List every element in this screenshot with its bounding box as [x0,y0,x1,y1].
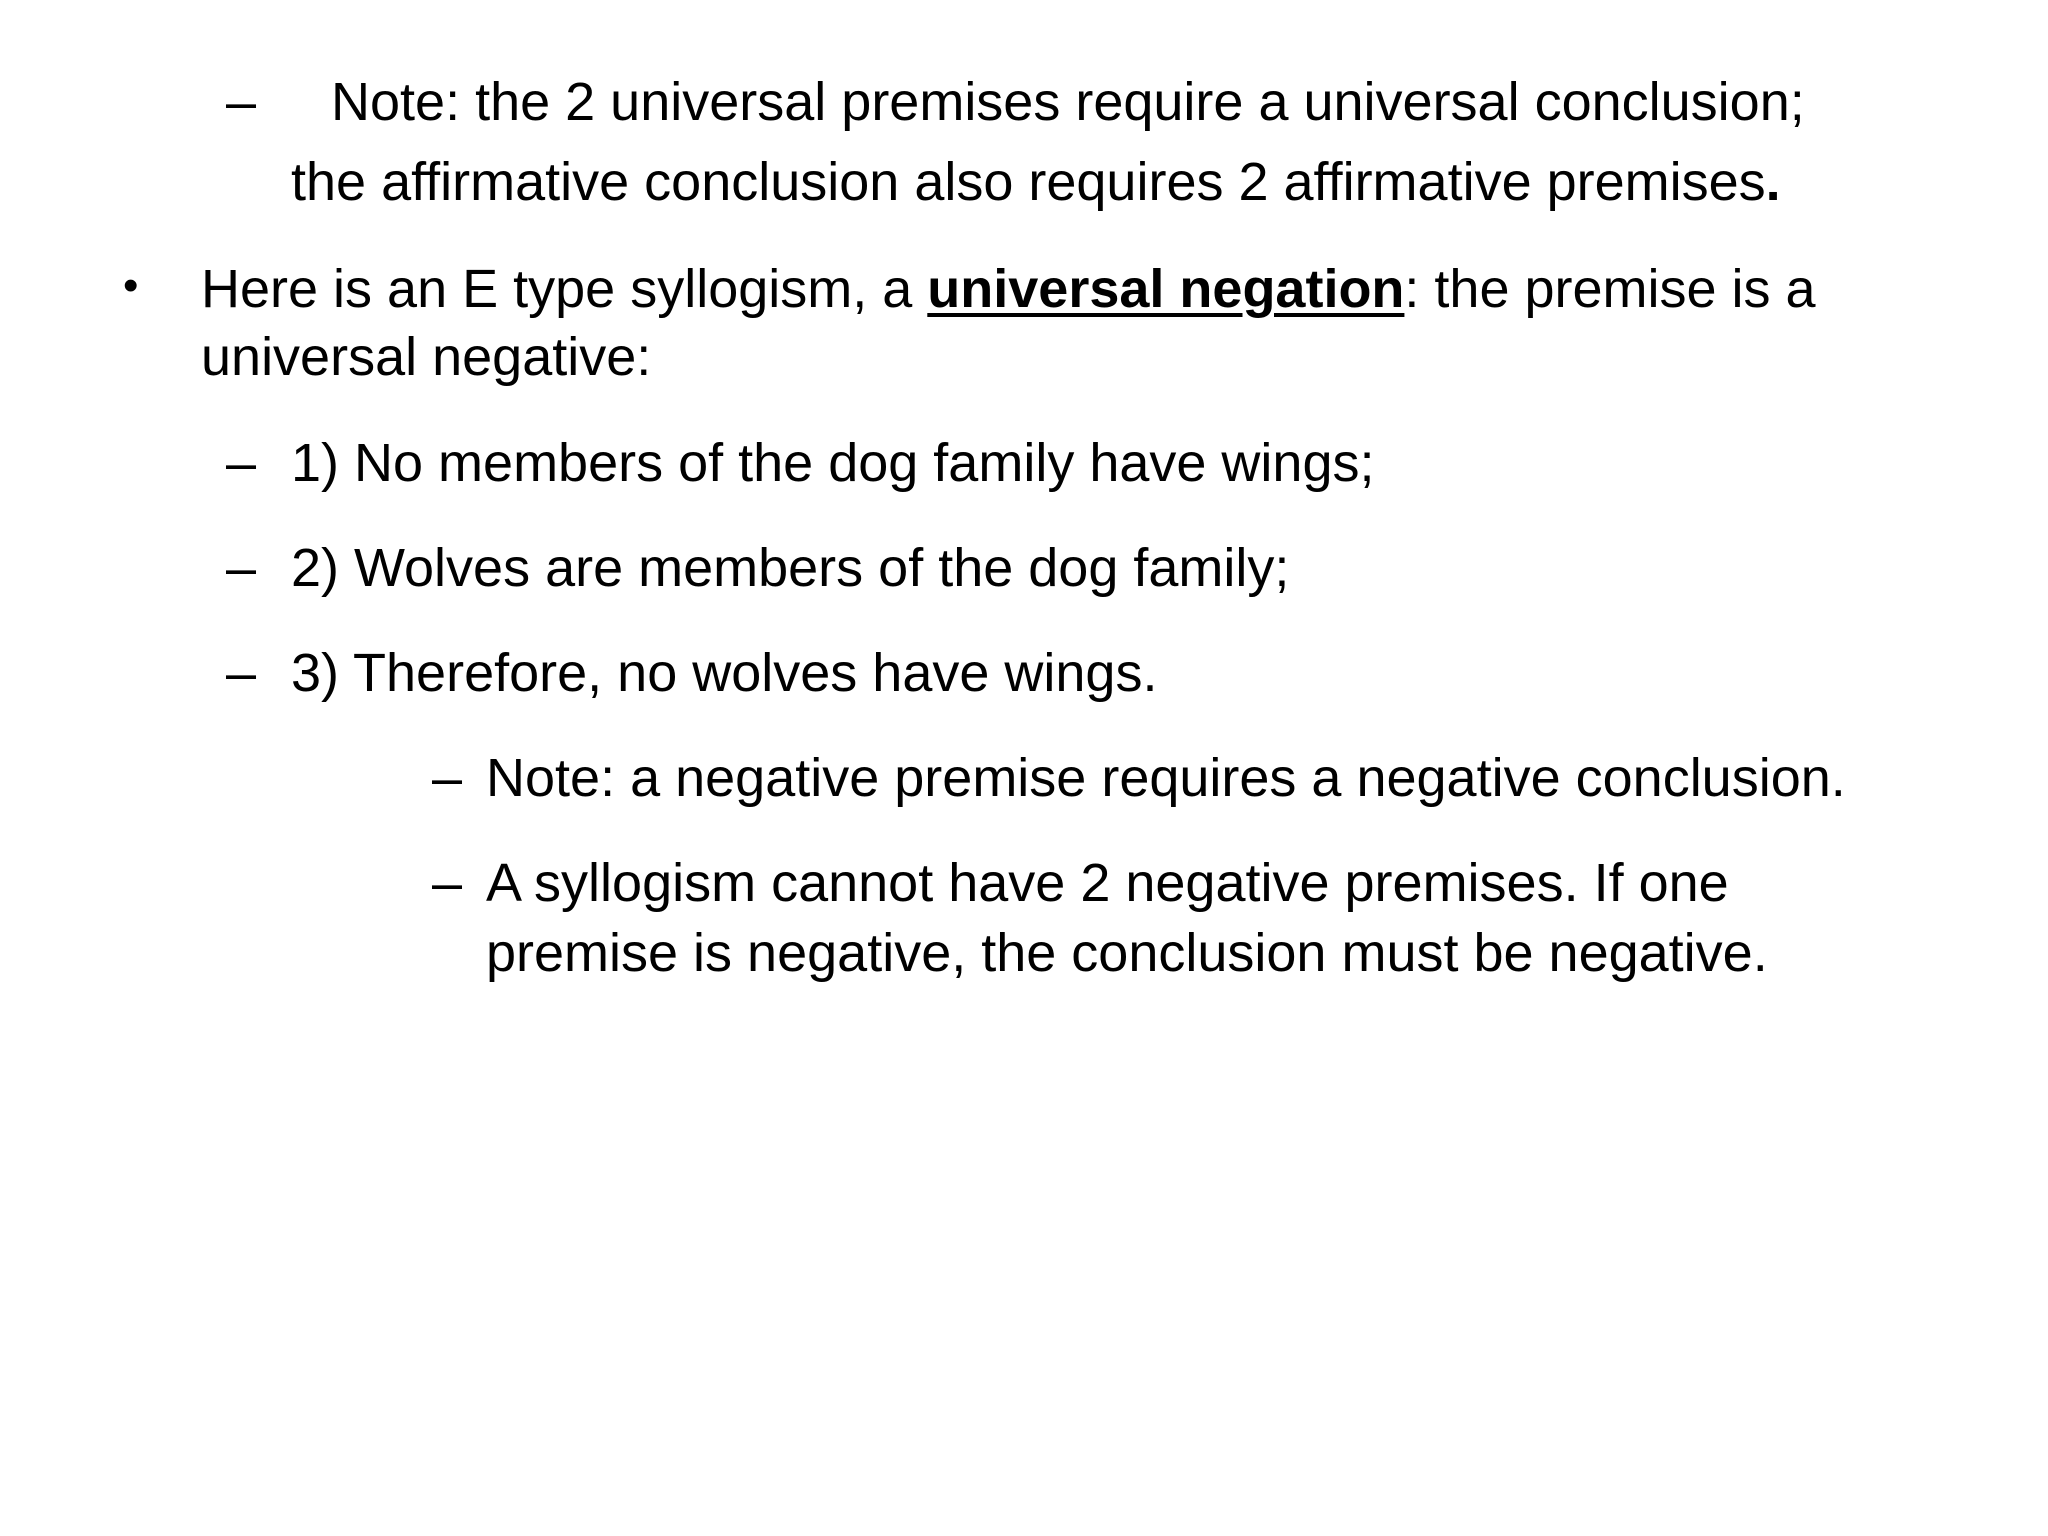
premise-3: 3) Therefore, no wolves have wings. [291,643,1158,703]
e-type-emphasis: universal negation [927,259,1405,319]
note-universal-line1: Note: the 2 universal premises require a universal conclusion; [331,72,1805,132]
note-universal-line2 [291,152,1781,212]
e-type-line1 [201,259,1816,319]
premise-1: 1) No members of the dog family have wings; [291,433,1375,493]
note-universal-line2-end: . [1765,152,1781,212]
e-type-after: : the premise is a [1404,259,1816,319]
dash-marker: – [432,853,463,913]
dash-marker: – [226,433,257,493]
dash-marker: – [432,748,463,808]
note-negative-premise: Note: a negative premise requires a negative conclusion. [486,748,1846,808]
premise-2: 2) Wolves are members of the dog family; [291,538,1290,598]
e-type-before: Here is an E type syllogism, a [201,259,928,319]
dash-marker: – [226,538,257,598]
note-two-negatives-line1: A syllogism cannot have 2 negative premises. If one [486,853,1729,913]
dash-marker: – [226,72,257,132]
note-two-negatives-line2: premise is negative, the conclusion must be negative. [486,923,1768,983]
bullet-marker: • [123,261,139,310]
note-universal-line2-text: the affirmative conclusion also requires 2 affirmative premises [291,152,1766,212]
dash-marker: – [226,643,257,703]
e-type-line2: universal negative: [201,327,652,387]
